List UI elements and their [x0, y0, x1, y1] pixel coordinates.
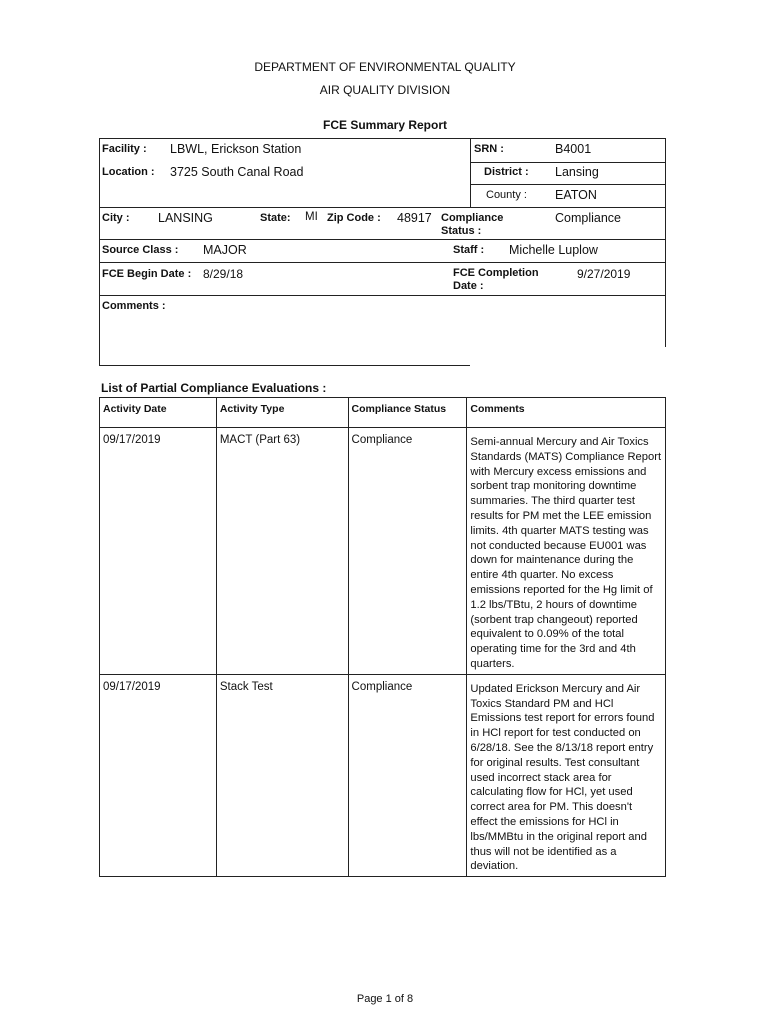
- county-value: EATON: [555, 188, 597, 202]
- row-comments: Semi-annual Mercury and Air Toxics Standards (MATS) Compliance Report with Mercury excess emissions and sorbent trap monitoring downtime summaries. The third quarter test results for PM met the LEE emission limits. 4th quarter MATS testing was not conducted because EU001 was down for maintenance during the entire 4th quarter. No excess emissions reported for the Hg limit of 1.2 lbs/TBtu, 2 hours of downtime (sorbent trap changeout) reported equivalent to 0.09% of the total operating time for the 3rd and 4th quarters.: [467, 428, 666, 675]
- summary-box: [99, 138, 666, 366]
- pce-table: [99, 397, 666, 877]
- row-status: Compliance: [348, 428, 467, 675]
- city-value: LANSING: [158, 211, 213, 225]
- col-compliance-status: Compliance Status: [348, 398, 467, 428]
- zip-label: Zip Code :: [327, 212, 381, 224]
- department-heading: DEPARTMENT OF ENVIRONMENTAL QUALITY: [254, 60, 516, 74]
- report-title: FCE Summary Report: [322, 118, 448, 132]
- staff-label: Staff :: [453, 244, 485, 256]
- begin-date-label: FCE Begin Date :: [102, 268, 192, 280]
- rule-bottom: [99, 365, 470, 366]
- srn-label: SRN :: [474, 143, 504, 155]
- col-activity-type: Activity Type: [216, 398, 348, 428]
- location-value: 3725 South Canal Road: [170, 165, 304, 179]
- source-class-value: MAJOR: [203, 243, 247, 257]
- division-heading: AIR QUALITY DIVISION: [319, 83, 451, 97]
- row-date: 09/17/2019: [100, 674, 217, 876]
- pce-list-title: List of Partial Compliance Evaluations :: [101, 381, 327, 395]
- completion-value: 9/27/2019: [577, 267, 631, 281]
- table-row: [100, 428, 666, 675]
- rule-mid: [470, 138, 471, 207]
- pce-header-row: [100, 398, 666, 428]
- page-number: Page 1 of 8: [356, 993, 414, 1005]
- row-status: Compliance: [348, 674, 467, 876]
- city-label: City :: [102, 212, 130, 224]
- compliance-value: Compliance: [555, 211, 622, 225]
- comments-label: Comments :: [102, 300, 166, 312]
- begin-date-value: 8/29/18: [203, 267, 244, 281]
- rule-row-begin: [99, 262, 666, 263]
- facility-value: LBWL, Erickson Station: [170, 142, 302, 156]
- state-label: State:: [260, 212, 291, 224]
- rule-district: [470, 184, 666, 185]
- rule-right: [665, 138, 666, 347]
- source-class-label: Source Class :: [102, 244, 179, 256]
- state-value: MI: [305, 211, 318, 223]
- rule-row-source: [99, 239, 666, 240]
- compliance-label: Compliance: [441, 212, 504, 224]
- row-type: Stack Test: [216, 674, 348, 876]
- row-date: 09/17/2019: [100, 428, 217, 675]
- rule-row-comments: [99, 295, 666, 296]
- compliance-label-line2: Status :: [441, 225, 482, 237]
- facility-label: Facility :: [102, 143, 147, 155]
- rule-left: [99, 138, 100, 366]
- staff-value: Michelle Luplow: [509, 243, 598, 257]
- district-label: District :: [484, 166, 529, 178]
- zip-value: 48917: [397, 211, 432, 225]
- row-type: MACT (Part 63): [216, 428, 348, 675]
- col-comments: Comments: [467, 398, 666, 428]
- row-comments: Updated Erickson Mercury and Air Toxics Standard PM and HCl Emissions test report for errors found in HCl report for test conducted on 6/28/18. See the 8/13/18 report entry for original results. Test consultant used incorrect stack area for calculating flow for HCl, yet used correct area for PM. This doesn't effect the emissions for HCl in lbs/MMBtu in the original report and thus will not be identified as a deviation.: [467, 674, 666, 876]
- rule-top: [99, 138, 666, 139]
- table-row: [100, 674, 666, 876]
- district-value: Lansing: [555, 165, 599, 179]
- srn-value: B4001: [555, 142, 592, 156]
- county-label: County :: [486, 189, 527, 201]
- rule-row-city: [99, 207, 666, 208]
- completion-label: FCE Completion: [453, 267, 539, 279]
- location-label: Location :: [102, 166, 155, 178]
- col-activity-date: Activity Date: [100, 398, 217, 428]
- completion-label-line2: Date :: [453, 280, 484, 292]
- rule-srn: [470, 162, 666, 163]
